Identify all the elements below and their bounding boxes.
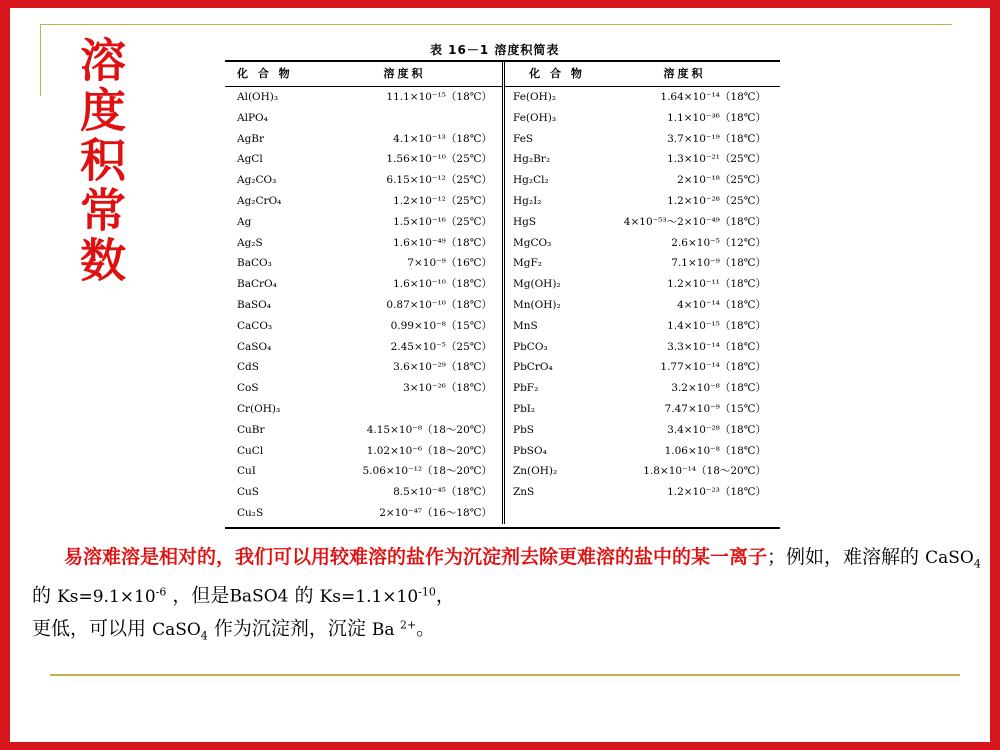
cell-compound-left: Ag₂CO₃ xyxy=(237,174,277,187)
cell-ksp-right: 3.2×10⁻⁸（18℃） xyxy=(671,382,766,395)
cell-compound-left: BaCrO₄ xyxy=(237,278,277,291)
cell-ksp-left xyxy=(316,108,504,129)
cell-ksp-left: 3×10⁻²⁶（18℃） xyxy=(403,382,492,395)
text-segment: ，但是 xyxy=(172,585,230,608)
text-segment: 作为沉淀剂，沉淀 xyxy=(213,617,366,640)
cell-ksp-right: 1.3×10⁻²¹（25℃） xyxy=(667,153,766,166)
cell-ksp-right: 7.47×10⁻⁹（15℃） xyxy=(664,402,766,415)
table-row xyxy=(225,399,780,420)
table-row xyxy=(225,233,780,254)
explanation-paragraph xyxy=(32,543,990,650)
cell-compound-left: Ag₂CrO₄ xyxy=(237,194,282,207)
table-row xyxy=(225,253,780,274)
text-segment: 的 xyxy=(294,585,314,608)
cell-compound-right xyxy=(504,503,603,524)
header-compound-right: 化 合 物 xyxy=(504,62,603,87)
cell-compound-right: ZnS xyxy=(504,482,603,503)
cell-compound-left: CuBr xyxy=(237,423,265,436)
cell-ksp-left: 5.06×10⁻¹²（18～20℃） xyxy=(362,465,492,478)
table-row xyxy=(225,482,780,503)
table-row xyxy=(225,212,780,233)
cell-ksp-right: 1.2×10⁻¹¹（18℃） xyxy=(667,278,766,291)
header-compound-left: 化 合 物 xyxy=(225,62,316,87)
cell-compound-right: Mg(OH)₂ xyxy=(504,274,603,295)
table-row xyxy=(225,170,780,191)
cell-compound-right: MgCO₃ xyxy=(504,233,603,254)
cell-compound-left: Al(OH)₃ xyxy=(237,91,279,103)
cell-compound-left: BaSO₄ xyxy=(237,298,271,311)
cell-ksp-right: 1.64×10⁻¹⁴（18℃） xyxy=(660,91,766,103)
cell-ksp-right: 4×10⁻¹⁴（18℃） xyxy=(677,298,766,311)
cell-compound-left: CaSO₄ xyxy=(237,340,272,353)
ksp-baso4: $Ks=1.1\times 10^{-10}$ xyxy=(319,585,436,608)
table-row xyxy=(225,503,780,524)
cell-ksp-right: 3.3×10⁻¹⁴（18℃） xyxy=(667,340,766,353)
cell-ksp-right: 2×10⁻¹⁸（25℃） xyxy=(677,174,766,187)
cell-ksp-right: 2.6×10⁻⁵（12℃） xyxy=(671,236,766,249)
cell-compound-left: Ag₂S xyxy=(237,236,263,249)
table-row xyxy=(225,274,780,295)
cell-ksp-left: 4.15×10⁻⁸（18～20℃） xyxy=(366,423,492,436)
cell-ksp-right: 1.2×10⁻²⁸（25℃） xyxy=(667,194,766,207)
cell-compound-right: Hg₂Cl₂ xyxy=(504,170,603,191)
cell-ksp-left: 11.1×10⁻¹⁵（18℃） xyxy=(386,91,492,103)
cell-compound-right: PbCO₃ xyxy=(504,337,603,358)
header-ksp-right: 溶度积 xyxy=(602,62,780,87)
text-segment: 更低，可以用 xyxy=(32,617,147,640)
cell-ksp-right: 1.1×10⁻³⁶（18℃） xyxy=(667,111,766,124)
ksp-caso4: $Ks=9.1\times 10^{-6}$ xyxy=(57,585,167,608)
cell-compound-left: CdS xyxy=(237,361,259,374)
cell-compound-right: MnS xyxy=(504,316,603,337)
cell-ksp-left: 2.45×10⁻⁵（25℃） xyxy=(390,340,492,353)
decor-line-top xyxy=(40,24,952,25)
table-caption: 表 16－1 溶度积简表 xyxy=(430,43,560,57)
cell-compound-left: AgBr xyxy=(237,132,265,145)
cell-compound-right: Fe(OH)₂ xyxy=(504,87,603,108)
cell-compound-left: Ag xyxy=(237,215,252,228)
cell-ksp-right: 1.4×10⁻¹⁵（18℃） xyxy=(667,319,766,332)
cell-compound-left: CaCO₃ xyxy=(237,319,273,332)
table-row xyxy=(225,461,780,482)
cell-ksp-left: 1.02×10⁻⁶（18～20℃） xyxy=(366,444,492,457)
cell-ksp-right: 1.8×10⁻¹⁴（18～20℃） xyxy=(643,465,766,478)
cell-compound-left: Cr(OH)₃ xyxy=(237,402,281,415)
formula-caso4: CaSO$_4$ xyxy=(925,548,981,571)
cell-ksp-left: 2×10⁻⁴⁷（16～18℃） xyxy=(379,506,492,519)
cell-ksp-left: 1.2×10⁻¹²（25℃） xyxy=(393,194,492,207)
cell-ksp-left: 0.99×10⁻⁸（15℃） xyxy=(390,319,492,332)
cell-compound-right: Zn(OH)₂ xyxy=(504,461,603,482)
table-row xyxy=(225,357,780,378)
cell-compound-right: HgS xyxy=(504,212,603,233)
cell-compound-right: MgF₂ xyxy=(504,253,603,274)
table-row xyxy=(225,420,780,441)
cell-compound-left: AgCl xyxy=(237,153,263,166)
cell-ksp-left: 8.5×10⁻⁴⁵（18℃） xyxy=(393,486,492,499)
table-row xyxy=(225,108,780,129)
table-row xyxy=(225,129,780,150)
cell-ksp-left: 7×10⁻⁹（16℃） xyxy=(407,257,492,270)
cell-ksp-left: 1.6×10⁻⁴⁹（18℃） xyxy=(393,236,492,249)
table-header-row xyxy=(225,62,780,87)
cell-ksp-right: 4×10⁻⁵³～2×10⁻⁴⁹（18℃） xyxy=(623,215,766,228)
cell-ksp-right: 1.2×10⁻²³（18℃） xyxy=(667,486,766,499)
table-row xyxy=(225,87,780,108)
cell-compound-right: PbS xyxy=(504,420,603,441)
cell-ksp-right: 3.4×10⁻²⁸（18℃） xyxy=(667,423,766,436)
cell-compound-left: CoS xyxy=(237,382,259,395)
table-row xyxy=(225,441,780,462)
cell-compound-right: Hg₂Br₂ xyxy=(504,149,603,170)
text-segment: ， xyxy=(435,585,455,608)
cell-ksp-left: 3.6×10⁻²⁹（18℃） xyxy=(393,361,492,374)
text-segment: 的 xyxy=(32,585,52,608)
table-row xyxy=(225,149,780,170)
highlight-statement: 易溶难溶是相对的，我们可以用较难溶的盐作为沉淀剂去除更难溶的盐中的某一离子 xyxy=(64,546,768,568)
table-row xyxy=(225,378,780,399)
table-body xyxy=(225,87,780,524)
cell-ksp-left: 1.56×10⁻¹⁰（25℃） xyxy=(386,153,492,166)
table-row xyxy=(225,337,780,358)
cell-compound-left: CuS xyxy=(237,486,259,499)
cell-compound-left: CuI xyxy=(237,465,256,478)
cell-compound-left: BaCO₃ xyxy=(237,257,272,270)
slide-title: 溶度积常数 xyxy=(73,36,127,286)
text-segment: 。 xyxy=(416,617,436,640)
cell-ksp-left xyxy=(316,399,504,420)
solubility-table xyxy=(225,60,780,529)
cell-ksp-right: 1.77×10⁻¹⁴（18℃） xyxy=(660,361,766,374)
table-row xyxy=(225,295,780,316)
cell-ksp-left: 0.87×10⁻¹⁰（18℃） xyxy=(386,298,492,311)
cell-compound-left: AlPO₄ xyxy=(237,111,268,124)
table-row xyxy=(225,191,780,212)
cell-compound-right: Fe(OH)₃ xyxy=(504,108,603,129)
formula-caso4-b: CaSO$_4$ xyxy=(152,619,208,643)
cell-ksp-right: 3.7×10⁻¹⁹（18℃） xyxy=(667,132,766,145)
cell-compound-right: PbSO₄ xyxy=(504,441,603,462)
cell-ksp-right: 1.06×10⁻⁸（18℃） xyxy=(664,444,766,457)
cell-compound-right: PbI₂ xyxy=(504,399,603,420)
cell-ksp-right xyxy=(602,503,780,524)
text-segment: ；例如，难溶解的 xyxy=(767,546,920,568)
solubility-table-grid xyxy=(225,62,780,524)
cell-ksp-left: 6.15×10⁻¹²（25℃） xyxy=(386,174,492,187)
cell-compound-right: Hg₂I₂ xyxy=(504,191,603,212)
cell-compound-right: FeS xyxy=(504,129,603,150)
cell-compound-right: Mn(OH)₂ xyxy=(504,295,603,316)
cell-compound-right: PbF₂ xyxy=(504,378,603,399)
cell-compound-left: Cu₂S xyxy=(237,506,264,519)
slide xyxy=(10,8,990,742)
decor-line-left xyxy=(40,24,41,96)
decor-line-bottom xyxy=(50,674,960,676)
cell-ksp-right: 7.1×10⁻⁹（18℃） xyxy=(671,257,766,270)
formula-baso4: BaSO4 xyxy=(229,587,289,608)
cell-ksp-left: 1.6×10⁻¹⁰（18℃） xyxy=(393,278,492,291)
cell-ksp-left: 4.1×10⁻¹³（18℃） xyxy=(393,132,492,145)
ion-ba: Ba $^{2+}$ xyxy=(371,618,417,640)
header-ksp-left: 溶度积 xyxy=(316,62,504,87)
cell-ksp-left: 1.5×10⁻¹⁶（25℃） xyxy=(393,215,492,228)
cell-compound-right: PbCrO₄ xyxy=(504,357,603,378)
table-row xyxy=(225,316,780,337)
cell-compound-left: CuCl xyxy=(237,444,264,457)
